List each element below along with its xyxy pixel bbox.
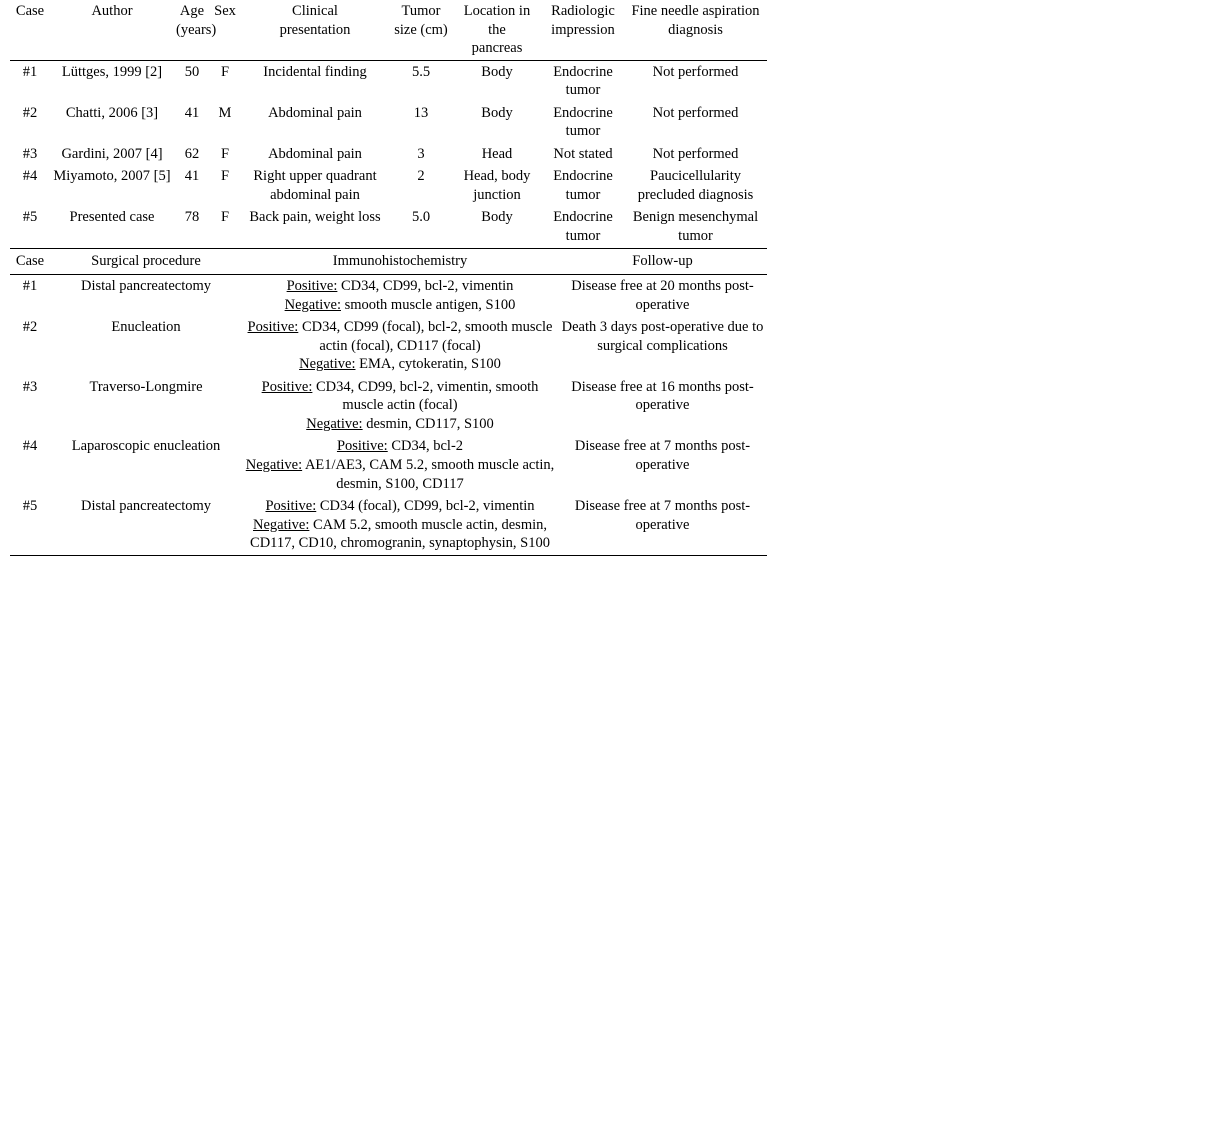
header-tumor-size: [390, 0, 452, 60]
header-immunohistochemistry: Immunohistochemistry: [332, 252, 468, 269]
header-age: [174, 0, 217, 60]
positive-values: CD34, CD99 (focal), bcl-2, smooth muscle actin (focal), CD117 (focal): [298, 319, 553, 354]
cell-clinical: Abdominal pain: [268, 104, 362, 121]
cell-case: #4: [22, 168, 38, 185]
cell-author: Chatti, 2006 [3]: [65, 104, 159, 121]
header-radiologic-line1: Radiologic: [551, 3, 615, 19]
cell-author: Gardini, 2007 [4]: [61, 145, 163, 162]
cell-procedure: Distal pancreatectomy: [50, 275, 242, 317]
cell-size: 3: [417, 145, 425, 162]
cell-clinical: Incidental finding: [240, 60, 390, 102]
cell-size: 13: [413, 104, 429, 121]
negative-label: Negative:: [299, 356, 356, 373]
cell-author: Presented case: [50, 206, 174, 248]
cell-case: #3: [22, 378, 38, 395]
cell-case: #5: [10, 206, 50, 248]
ihc-negative-line: [244, 415, 556, 434]
cell-followup: Disease free at 7 months post-operative: [558, 495, 767, 555]
header-location-line1: Location in the: [463, 3, 531, 38]
cell-radiologic: Endocrine tumor: [553, 104, 613, 140]
cell-fna: Not performed: [624, 60, 767, 102]
header-case: Case: [15, 252, 45, 269]
cell-followup: Death 3 days post-operative due to surgical complications: [561, 319, 764, 354]
header-clinical-line1: Clinical: [292, 3, 338, 19]
cell-immunohistochemistry: [242, 316, 558, 376]
cell-procedure: Distal pancreatectomy: [50, 495, 242, 555]
table-row: [10, 206, 767, 248]
header-sex: Sex: [214, 3, 236, 19]
cell-size: 2: [417, 168, 425, 185]
table1-header-row: [10, 0, 767, 60]
table-row: [10, 376, 767, 436]
negative-label: Negative:: [253, 516, 310, 533]
ihc-negative-line: [244, 516, 556, 553]
cell-immunohistochemistry: [242, 495, 558, 555]
cell-followup: Disease free at 20 months post-operative: [558, 275, 767, 317]
positive-label: Positive:: [265, 498, 317, 515]
header-location-line2: pancreas: [471, 40, 523, 57]
document-page: [10, 0, 767, 556]
cell-location: Body: [481, 104, 513, 121]
cell-fna: Not performed: [652, 104, 739, 121]
header-age-line2: (years): [176, 21, 217, 38]
cell-radiologic: Not stated: [553, 145, 613, 162]
cell-immunohistochemistry: [242, 376, 558, 436]
positive-values: CD34, CD99, bcl-2, vimentin: [337, 278, 514, 295]
cell-size: 5.5: [390, 60, 452, 102]
table-row: [10, 60, 767, 102]
cell-age: 78: [174, 206, 210, 248]
header-clinical-presentation: [240, 0, 390, 60]
table2-header-row: [10, 249, 767, 275]
cell-location: Head, body junction: [463, 168, 531, 203]
positive-values: CD34 (focal), CD99, bcl-2, vimentin: [316, 498, 535, 515]
negative-label: Negative:: [284, 296, 341, 313]
ihc-positive-line: [244, 277, 556, 296]
cell-radiologic: Endocrine tumor: [542, 206, 624, 248]
cell-case: #1: [10, 60, 50, 102]
table-row: [10, 165, 767, 206]
table-row: [10, 143, 767, 166]
cell-followup: Disease free at 7 months post-operative: [574, 438, 751, 474]
positive-values: CD34, CD99, bcl-2, vimentin, smooth muscle actin (focal): [312, 378, 539, 414]
ihc-positive-line: [244, 378, 556, 415]
clinical-summary-table: [10, 0, 767, 249]
cell-procedure: Enucleation: [111, 319, 181, 336]
cell-sex: F: [220, 168, 230, 185]
header-radiologic-line2: impression: [551, 21, 615, 38]
table-row: [10, 102, 767, 143]
cell-case: #5: [10, 495, 50, 555]
cell-location: Body: [452, 206, 542, 248]
header-case: Case: [15, 3, 45, 19]
cell-location: Head: [481, 145, 513, 162]
header-followup: Follow-up: [632, 252, 693, 269]
cell-age: 50: [174, 60, 210, 102]
header-location: [452, 0, 542, 60]
cell-case: #3: [22, 145, 38, 162]
negative-values: smooth muscle antigen, S100: [340, 296, 516, 313]
negative-values: CAM 5.2, smooth muscle actin, desmin, CD117, CD10, chromogranin, synaptophysin, S100: [250, 516, 550, 552]
header-size-line1: Tumor: [401, 3, 441, 19]
negative-label: Negative:: [306, 415, 363, 432]
negative-values: EMA, cytokeratin, S100: [355, 356, 501, 373]
cell-sex: F: [210, 206, 240, 248]
header-clinical-line2: presentation: [279, 21, 351, 38]
cell-fna: Benign mesenchymal tumor: [624, 206, 767, 248]
cell-radiologic: Endocrine tumor: [542, 60, 624, 102]
cell-clinical: Abdominal pain: [268, 145, 362, 162]
negative-label: Negative:: [245, 457, 303, 474]
cell-case: #2: [22, 104, 38, 121]
positive-label: Positive:: [336, 438, 388, 455]
positive-label: Positive:: [261, 378, 313, 395]
ihc-positive-line: [244, 437, 556, 456]
header-radiologic: [542, 0, 624, 60]
cell-case: #2: [22, 319, 38, 336]
header-author: Author: [91, 3, 133, 19]
cell-radiologic: Endocrine tumor: [553, 168, 613, 203]
cell-sex: F: [210, 60, 240, 102]
table-row: [10, 495, 767, 555]
cell-age: 62: [184, 145, 200, 162]
cell-immunohistochemistry: [242, 275, 558, 317]
positive-label: Positive:: [247, 319, 299, 336]
header-size-line2: size (cm): [394, 21, 448, 38]
cell-age: 41: [184, 104, 200, 121]
table-row: [10, 275, 767, 317]
cell-author: Lüttges, 1999 [2]: [50, 60, 174, 102]
header-age-line1: Age: [179, 3, 205, 19]
table-row: [10, 316, 767, 376]
ihc-positive-line: [244, 497, 556, 516]
cell-procedure: Traverso-Longmire: [89, 378, 203, 395]
cell-fna: Paucicellularity precluded diagnosis: [637, 168, 754, 203]
cell-age: 41: [184, 168, 200, 185]
cell-case: #1: [10, 275, 50, 317]
cell-author: Miyamoto, 2007 [5]: [53, 168, 171, 185]
negative-values: AE1/AE3, CAM 5.2, smooth muscle actin, desmin, S100, CD117: [302, 457, 555, 492]
ihc-positive-line: [244, 318, 556, 355]
ihc-negative-line: [244, 456, 556, 493]
pathology-summary-table: [10, 249, 767, 556]
header-fna: [624, 0, 767, 60]
header-surgical-procedure: Surgical procedure: [91, 252, 201, 269]
cell-size: 5.0: [390, 206, 452, 248]
header-fna-line2: diagnosis: [668, 21, 723, 38]
negative-values: desmin, CD117, S100: [362, 415, 494, 432]
cell-procedure: Laparoscopic enucleation: [71, 438, 221, 455]
cell-followup: Disease free at 16 months post-operative: [571, 378, 754, 414]
cell-location: Body: [452, 60, 542, 102]
positive-label: Positive:: [286, 278, 338, 295]
cell-fna: Not performed: [652, 145, 739, 162]
cell-clinical: Right upper quadrant abdominal pain: [253, 168, 377, 203]
table-row: [10, 435, 767, 495]
ihc-negative-line: [244, 355, 556, 374]
header-fna-line1: Fine needle aspiration: [631, 3, 760, 19]
positive-values: CD34, bcl-2: [387, 438, 464, 455]
ihc-negative-line: [244, 296, 556, 315]
cell-clinical: Back pain, weight loss: [240, 206, 390, 248]
cell-case: #4: [22, 438, 38, 455]
cell-sex: M: [218, 104, 232, 121]
cell-sex: F: [220, 145, 230, 162]
cell-immunohistochemistry: [242, 435, 558, 495]
